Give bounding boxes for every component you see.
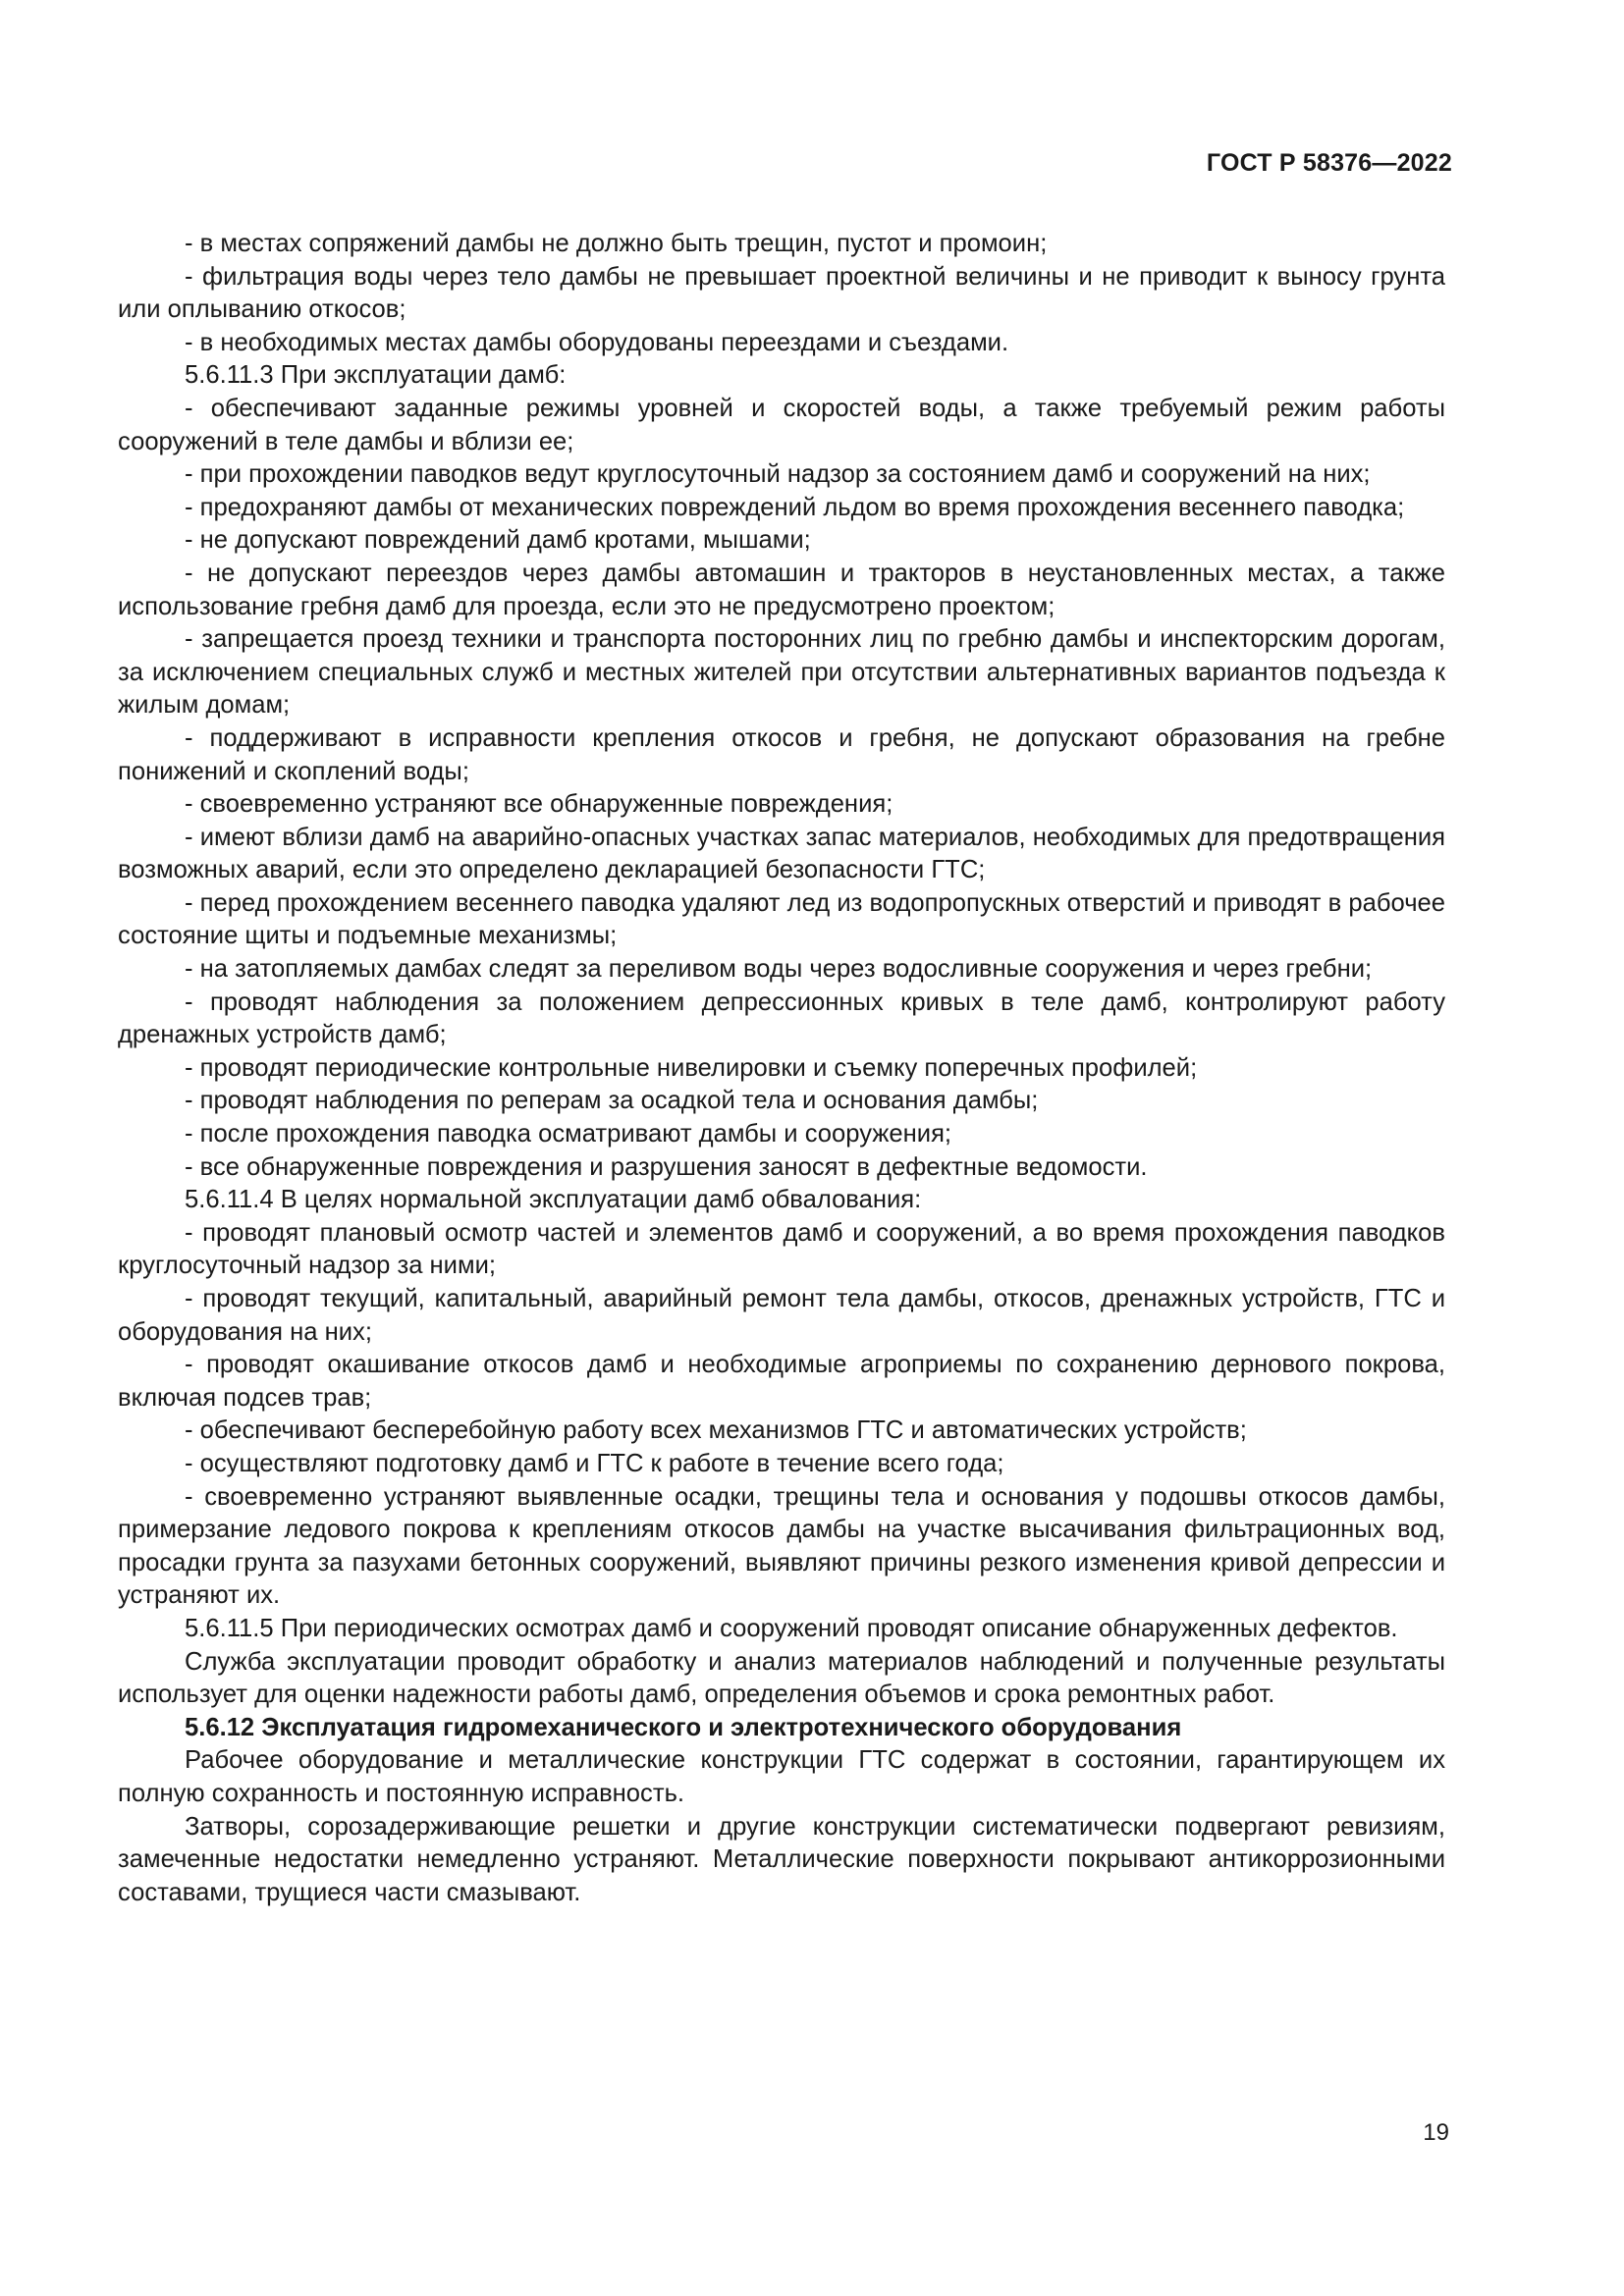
paragraph: - не допускают повреждений дамб кротами, мышами; (185, 526, 811, 555)
paragraph: - обеспечивают заданные режимы уровней и скоростей воды, а также требуемый режим работы сооружений в теле дамбы и вблизи ее; (118, 394, 1445, 455)
paragraph: - на затопляемых дамбах следят за переливом воды через водосливные сооружения и через гребни; (185, 955, 1373, 984)
paragraph: - все обнаруженные повреждения и разрушения заносят в дефектные ведомости. (185, 1152, 1148, 1181)
paragraph: - имеют вблизи дамб на аварийно-опасных участках запас материалов, необходимых для предотвращения возможных аварий, если это определено декларацией безопасности ГТС; (118, 823, 1445, 884)
paragraph: - поддерживают в исправности крепления откосов и гребня, не допускают образования на гребне понижений и скоплений воды; (118, 723, 1445, 785)
paragraph: - при прохождении паводков ведут круглосуточный надзор за состоянием дамб и сооружений на них; (185, 460, 1371, 489)
paragraph: - проводят наблюдения за положением депрессионных кривых в теле дамб, контролируют работу дренажных устройств дамб; (118, 988, 1445, 1049)
paragraph: - после прохождения паводка осматривают дамбы и сооружения; (185, 1120, 952, 1148)
paragraph: Затворы, сорозадерживающие решетки и другие конструкции систематически подвергают ревизиям, замеченные недостатки немедленно устраняют. Металлические поверхности покрывают антикоррозионными составами, трущиеся части смазывают. (118, 1812, 1445, 1906)
paragraph: Рабочее оборудование и металлические конструкции ГТС содержат в состоянии, гарантирующем их полную сохранность и постоянную исправность. (118, 1746, 1445, 1807)
paragraph: - проводят текущий, капитальный, аварийный ремонт тела дамбы, откосов, дренажных устройств, ГТС и оборудования на них; (118, 1285, 1445, 1346)
paragraph: - обеспечивают бесперебойную работу всех механизмов ГТС и автоматических устройств; (185, 1416, 1247, 1445)
paragraph: 5.6.11.4 В целях нормальной эксплуатации дамб обвалования: (185, 1186, 922, 1214)
paragraph: - запрещается проезд техники и транспорта посторонних лиц по гребню дамбы и инспекторским дорогам, за исключением специальных служб и местных жителей при отсутствии альтернативных вариантов подъезда к жилым домам; (118, 625, 1445, 720)
paragraph: - перед прохождением весеннего паводка удаляют лед из водопропускных отверстий и приводят в рабочее состояние щиты и подъемные механизмы; (118, 888, 1445, 950)
paragraph: 5.6.11.3 При эксплуатации дамб: (185, 361, 567, 390)
paragraph: - проводят наблюдения по реперам за осадкой тела и основания дамбы; (185, 1087, 1039, 1115)
paragraph: - в необходимых местах дамбы оборудованы переездами и съездами. (185, 328, 1009, 356)
paragraph: - фильтрация воды через тело дамбы не превышает проектной величины и не приводит к выносу грунта или оплыванию откосов; (118, 262, 1445, 324)
paragraph: - в местах сопряжений дамбы не должно быть трещин, пустот и промоин; (185, 230, 1048, 257)
document-body (118, 228, 1445, 1909)
paragraph: Служба эксплуатации проводит обработку и анализ материалов наблюдений и полученные результаты использует для оценки надежности работы дамб, определения объемов и срока ремонтных работ. (118, 1647, 1445, 1709)
paragraph: - проводят окашивание откосов дамб и необходимые агроприемы по сохранению дернового покрова, включая подсев трав; (118, 1351, 1445, 1412)
paragraph: 5.6.11.5 При периодических осмотрах дамб и сооружений проводят описание обнаруженных дефектов. (185, 1614, 1398, 1642)
paragraph: - проводят плановый осмотр частей и элементов дамб и сооружений, а во время прохождения паводков круглосуточный надзор за ними; (118, 1218, 1445, 1280)
document-header: ГОСТ Р 58376—2022 (1206, 149, 1452, 177)
paragraph: - своевременно устраняют все обнаруженные повреждения; (185, 790, 893, 819)
paragraph: - своевременно устраняют выявленные осадки, трещины тела и основания у подошвы откосов дамбы, примерзание ледового покрова к креплениям откосов дамбы на участке высачивания фильтрационных вод, просадки грунта за пазухами бетонных сооружений, выявляют причины резкого изменения кривой депрессии и устраняют их. (118, 1482, 1445, 1610)
paragraph: - не допускают переездов через дамбы автомашин и тракторов в неустановленных местах, а также использование гребня дамб для проезда, если это не предусмотрено проектом; (118, 559, 1445, 620)
paragraph: - осуществляют подготовку дамб и ГТС к работе в течение всего года; (185, 1449, 1004, 1477)
paragraph: - предохраняют дамбы от механических повреждений льдом во время прохождения весеннего паводка; (185, 493, 1405, 521)
page-number: 19 (1423, 2119, 1449, 2146)
section-heading: 5.6.12 Эксплуатация гидромеханического и электротехнического оборудования (185, 1713, 1182, 1741)
paragraph: - проводят периодические контрольные нивелировки и съемку поперечных профилей; (185, 1053, 1198, 1082)
